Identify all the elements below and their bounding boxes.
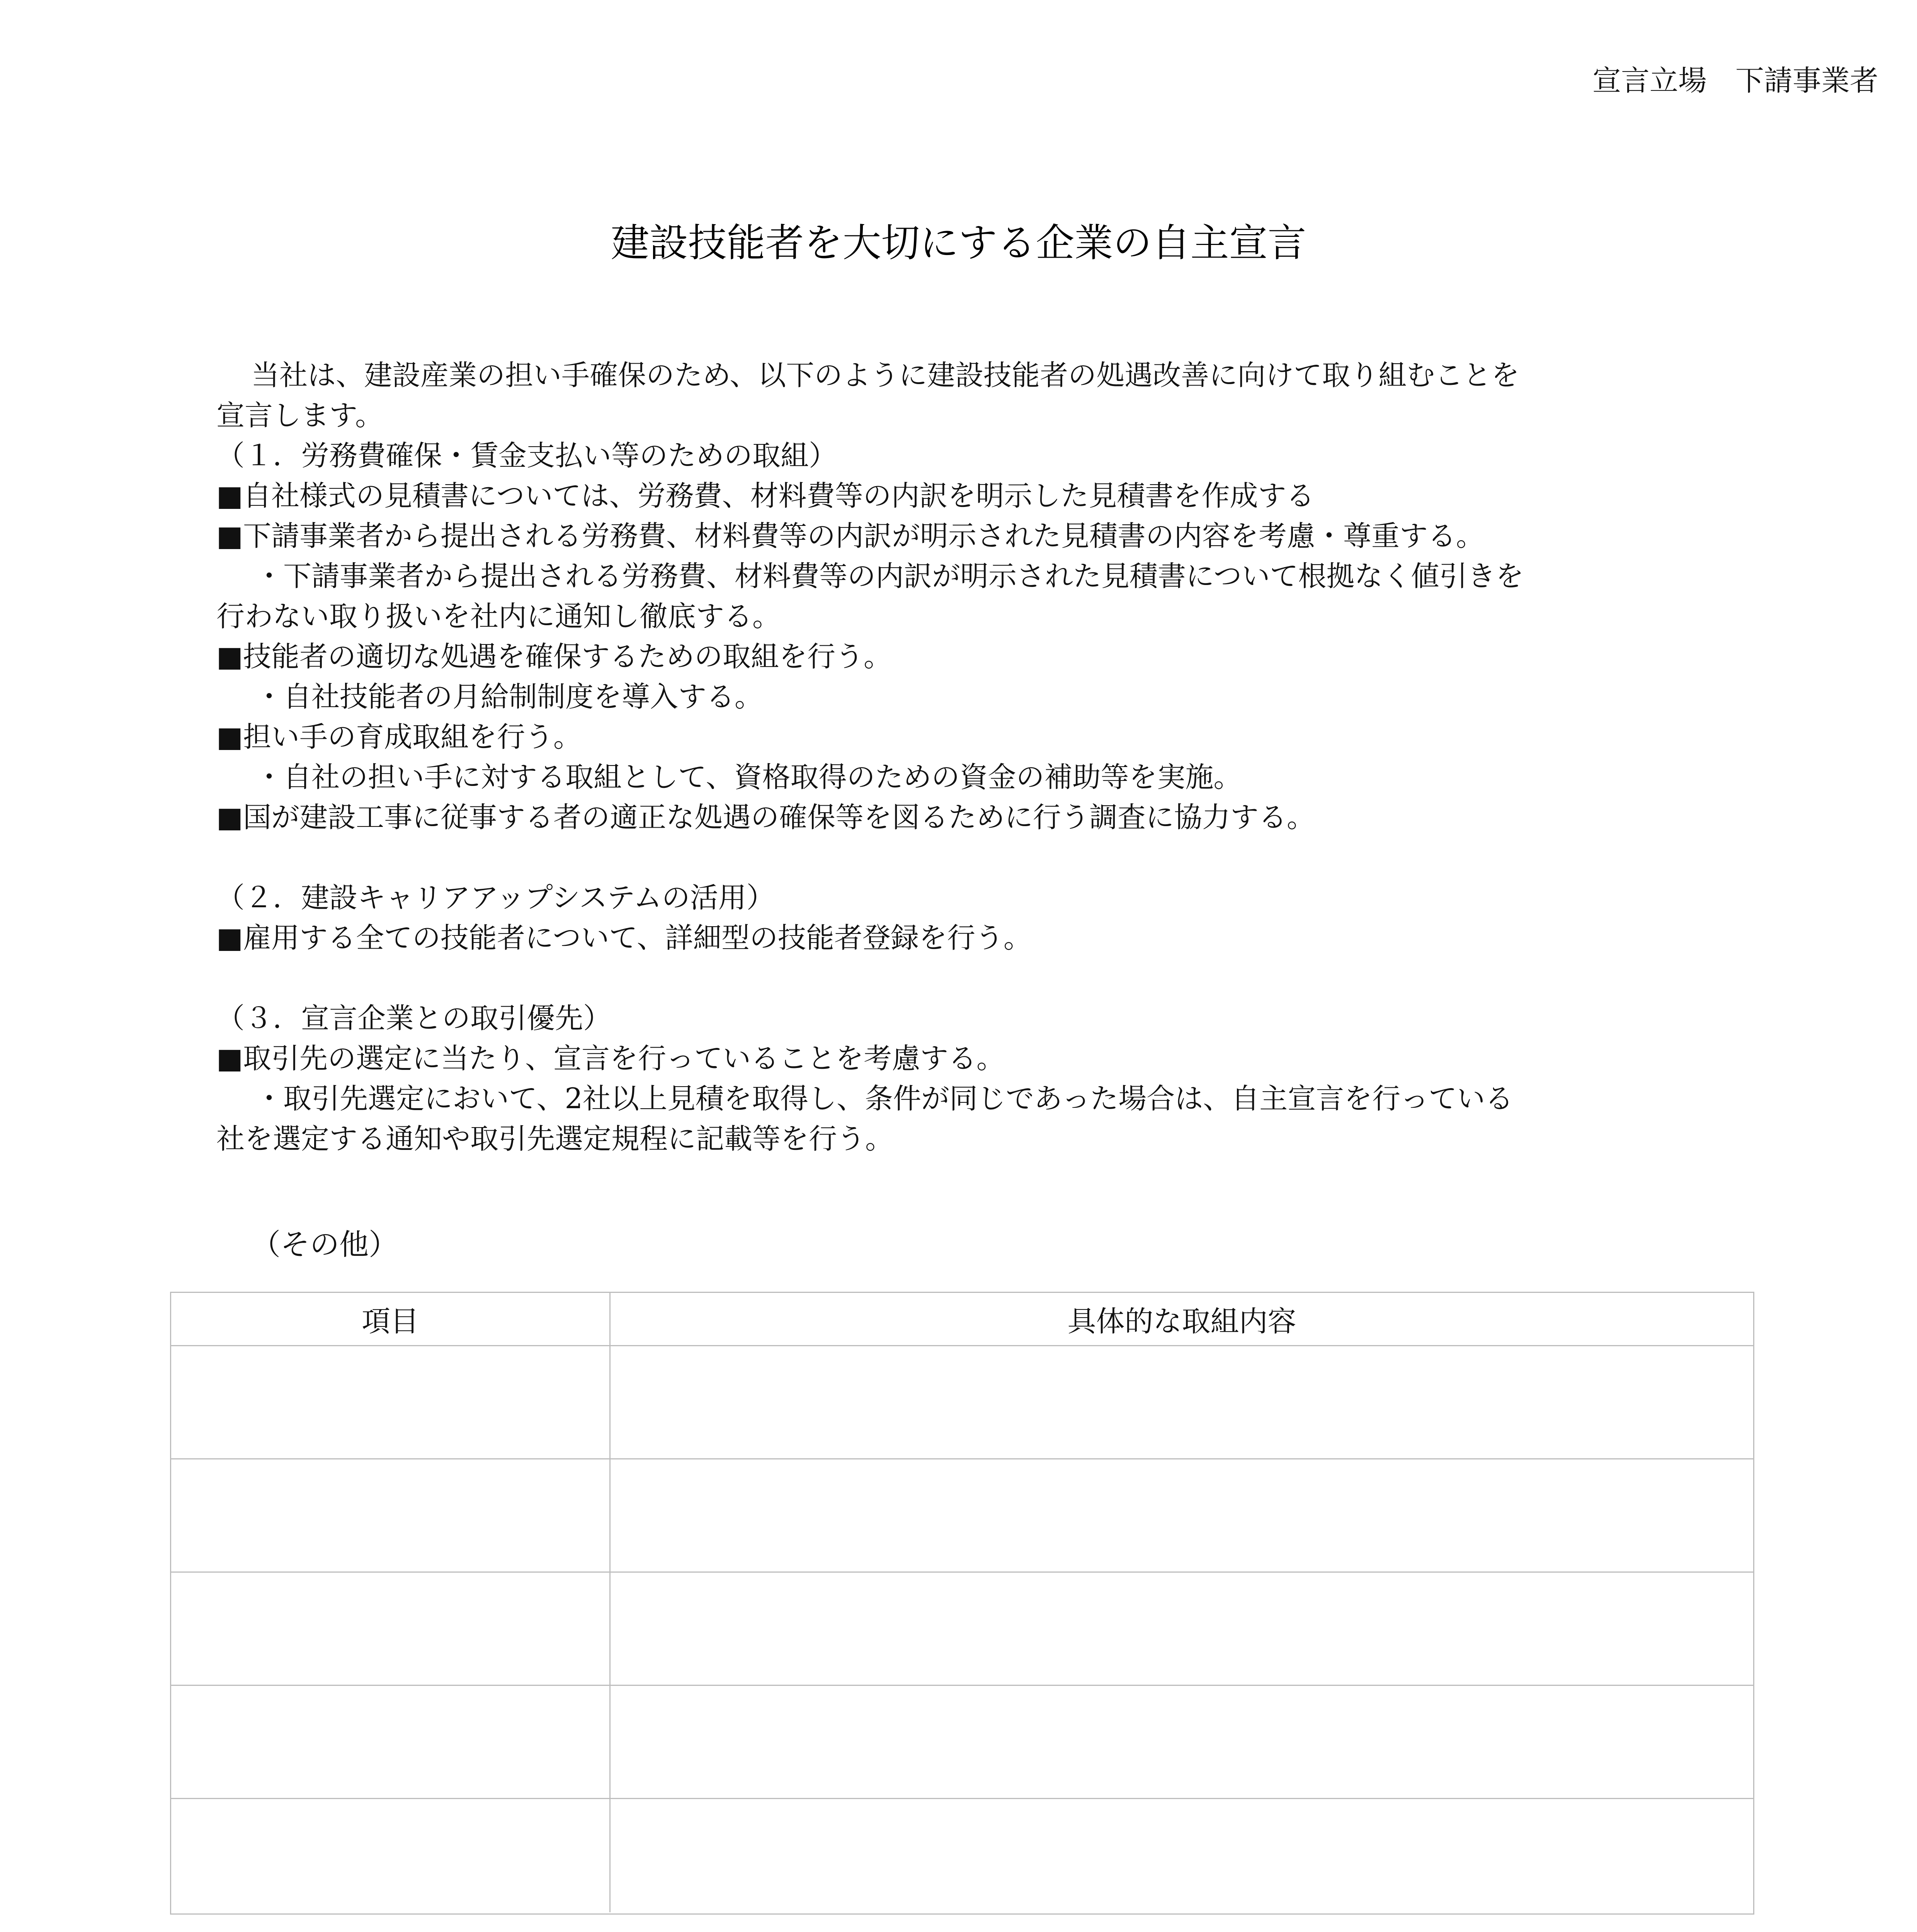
table-row [171,1573,1753,1686]
item-cell [171,1799,611,1912]
item-cell [171,1459,611,1571]
column-header-item: 項目 [171,1293,611,1345]
detail-cell [611,1573,1753,1685]
body-line: ■担い手の育成取組を行う。 [216,721,582,753]
declaration-position: 宣言立場 下請事業者 [1592,64,1878,97]
table-row [171,1459,1753,1573]
body-line: ■自社様式の見積書については、労務費、材料費等の内訳を明示した見積書を作成する [216,480,1315,512]
item-cell [171,1346,611,1458]
body-line: ■技能者の適切な処遇を確保するための取組を行う。 [216,640,892,673]
table-row [171,1799,1753,1912]
body-line: 社を選定する通知や取引先選定規程に記載等を行う。 [216,1122,893,1155]
body-line: ■国が建設工事に従事する者の適正な処遇の確保等を図るために行う調査に協力する。 [216,801,1315,834]
body-line: 宣言します。 [216,399,384,432]
body-line: 当社は、建設産業の担い手確保のため、以下のように建設技能者の処遇改善に向けて取り組むことを [251,359,1520,392]
detail-cell [611,1459,1753,1571]
detail-cell [611,1799,1753,1912]
declaration-body [216,355,1723,1159]
table-row [171,1686,1753,1799]
detail-cell [611,1346,1753,1458]
body-line: ■雇用する全ての技能者について、詳細型の技能者登録を行う。 [216,922,1032,954]
other-initiatives-table [170,1292,1754,1915]
table-header [171,1293,1753,1346]
column-header-detail: 具体的な取組内容 [1067,1304,1296,1338]
table-row [171,1346,1753,1459]
item-cell [171,1573,611,1685]
body-line: ■取引先の選定に当たり、宣言を行っていることを考慮する。 [216,1042,1005,1075]
body-line: ・下請事業者から提出される労務費、材料費等の内訳が明示された見積書について根拠なく値引きを [255,560,1524,593]
section-heading: （１．労務費確保・賃金支払い等のための取組） [216,439,837,472]
page-title: 建設技能者を大切にする企業の自主宣言 [611,220,1306,265]
detail-cell [611,1686,1753,1798]
body-line: ■下請事業者から提出される労務費、材料費等の内訳が明示された見積書の内容を考慮・尊重する。 [216,520,1484,553]
body-line: ・取引先選定において、2社以上見積を取得し、条件が同じであった場合は、自主宣言を行っている [255,1082,1514,1115]
body-line: 行わない取り扱いを社内に通知し徹底する。 [216,600,781,633]
section-heading: （２．建設キャリアアップシステムの活用） [216,881,775,914]
item-cell [171,1686,611,1798]
body-line: ・自社の担い手に対する取組として、資格取得のための資金の補助等を実施。 [255,761,1242,794]
section-heading: （３．宣言企業との取引優先） [216,1002,611,1035]
body-line: ・自社技能者の月給制制度を導入する。 [255,680,763,713]
other-heading: （その他） [251,1227,398,1262]
